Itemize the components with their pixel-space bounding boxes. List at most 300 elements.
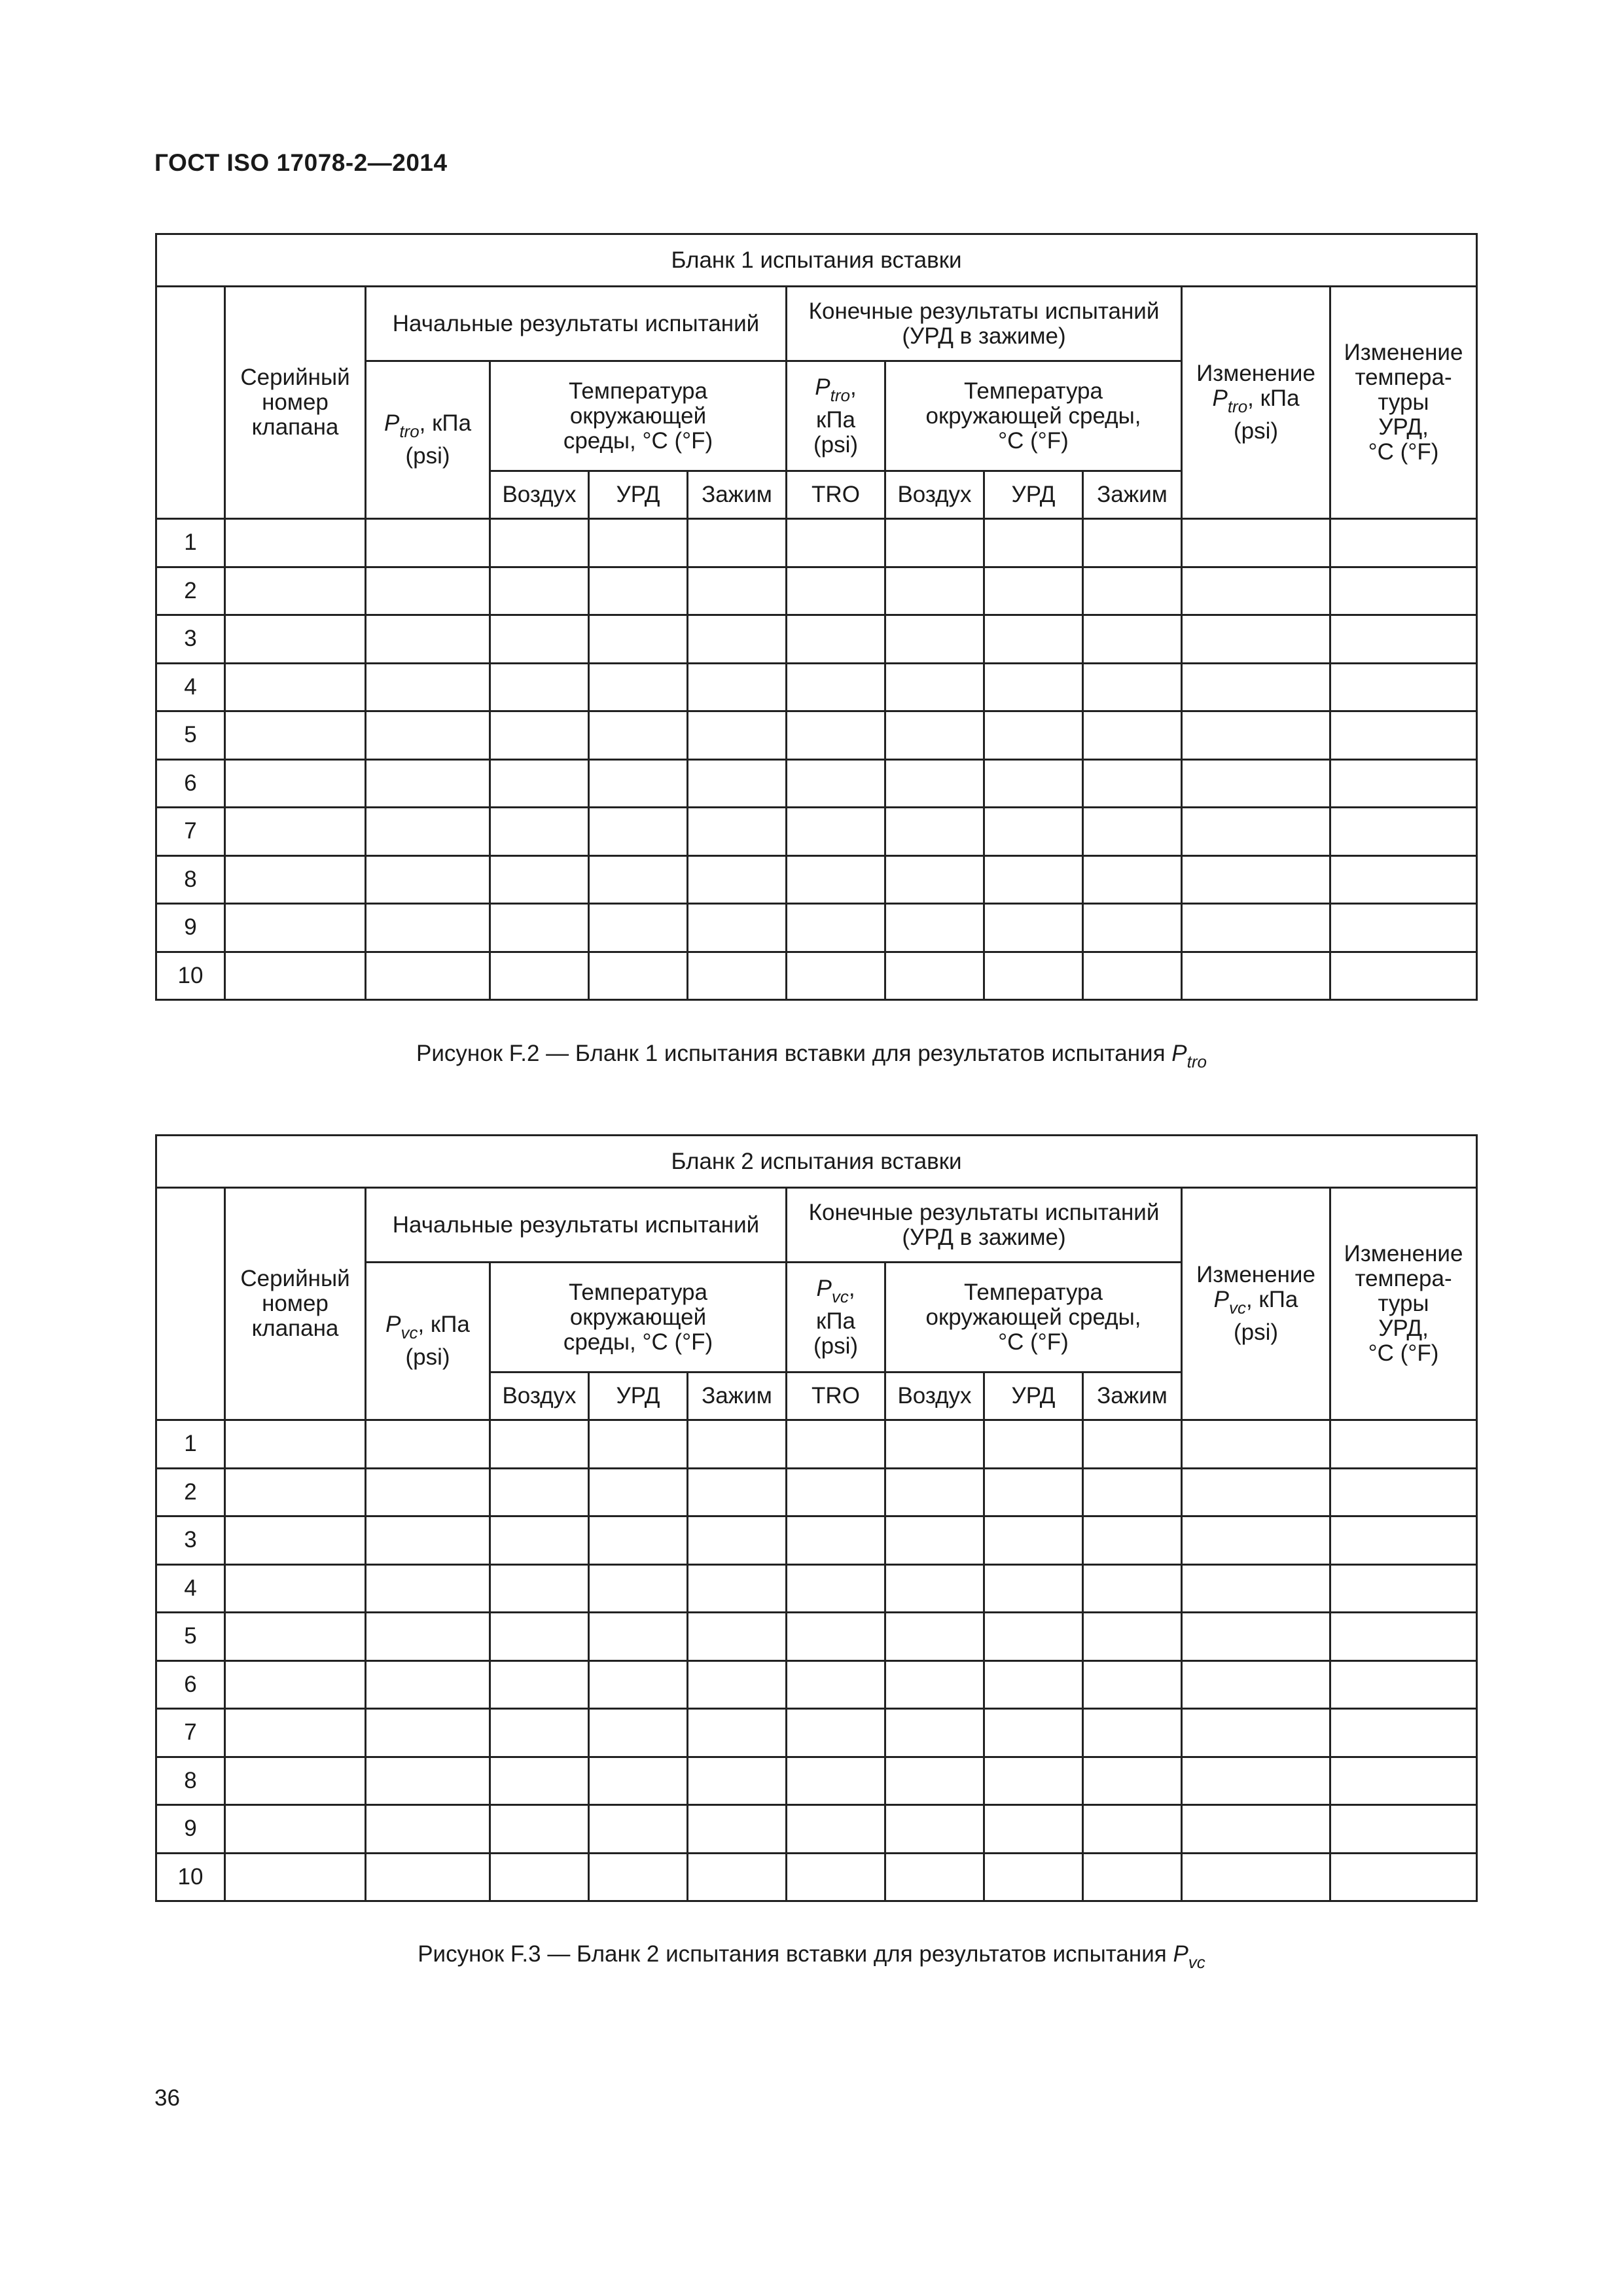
empty-entry-cell[interactable] bbox=[589, 1516, 688, 1565]
empty-entry-cell[interactable] bbox=[1083, 1613, 1182, 1661]
empty-entry-cell[interactable] bbox=[225, 808, 366, 856]
table-row bbox=[156, 904, 1477, 952]
empty-entry-cell[interactable] bbox=[1330, 855, 1477, 904]
empty-entry-cell[interactable] bbox=[589, 615, 688, 664]
empty-entry-cell[interactable] bbox=[1330, 1516, 1477, 1565]
document-header: ГОСТ ISO 17078-2—2014 bbox=[154, 149, 448, 176]
pressure-unit-psi: (psi) bbox=[1233, 1319, 1279, 1345]
empty-entry-cell[interactable] bbox=[366, 1709, 490, 1757]
empty-entry-cell[interactable] bbox=[1083, 711, 1182, 760]
empty-entry-cell[interactable] bbox=[1330, 808, 1477, 856]
empty-entry-cell[interactable] bbox=[984, 519, 1083, 567]
pressure-change-header bbox=[1182, 1188, 1330, 1420]
empty-entry-cell[interactable] bbox=[366, 1420, 490, 1469]
empty-entry-cell[interactable] bbox=[885, 1516, 984, 1565]
table-row bbox=[156, 952, 1477, 1000]
empty-entry-cell[interactable] bbox=[1182, 904, 1330, 952]
empty-entry-cell[interactable] bbox=[1182, 1660, 1330, 1709]
empty-entry-cell[interactable] bbox=[1330, 663, 1477, 711]
empty-entry-cell[interactable] bbox=[366, 663, 490, 711]
table-row bbox=[156, 1420, 1477, 1469]
empty-entry-cell[interactable] bbox=[589, 759, 688, 808]
empty-entry-cell[interactable] bbox=[787, 1516, 885, 1565]
empty-entry-cell[interactable] bbox=[490, 952, 589, 1000]
empty-entry-cell[interactable] bbox=[688, 1613, 787, 1661]
empty-entry-cell[interactable] bbox=[787, 519, 885, 567]
empty-entry-cell[interactable] bbox=[885, 1805, 984, 1854]
empty-entry-cell[interactable] bbox=[688, 1853, 787, 1901]
pressure-unit: , кПа bbox=[419, 410, 472, 436]
empty-entry-cell[interactable] bbox=[984, 615, 1083, 664]
pressure-change-label: Изменение bbox=[1196, 1262, 1315, 1287]
empty-entry-cell[interactable] bbox=[1330, 952, 1477, 1000]
empty-entry-cell[interactable] bbox=[1182, 1420, 1330, 1469]
empty-entry-cell[interactable] bbox=[688, 1564, 787, 1613]
empty-entry-cell[interactable] bbox=[885, 904, 984, 952]
empty-entry-cell[interactable] bbox=[490, 615, 589, 664]
empty-entry-cell[interactable] bbox=[589, 1420, 688, 1469]
empty-entry-cell[interactable] bbox=[225, 1613, 366, 1661]
empty-entry-cell[interactable] bbox=[1182, 615, 1330, 664]
empty-entry-cell[interactable] bbox=[1083, 1468, 1182, 1516]
empty-entry-cell[interactable] bbox=[1083, 1757, 1182, 1805]
empty-entry-cell[interactable] bbox=[1182, 1805, 1330, 1854]
caption-symbol: P bbox=[1173, 1941, 1188, 1967]
empty-entry-cell[interactable] bbox=[1330, 759, 1477, 808]
table-row bbox=[156, 711, 1477, 760]
final-urd-header: УРД bbox=[984, 471, 1083, 519]
empty-entry-cell[interactable] bbox=[225, 904, 366, 952]
empty-entry-cell[interactable] bbox=[688, 663, 787, 711]
pressure-subscript: vc bbox=[401, 1323, 418, 1342]
empty-entry-cell[interactable] bbox=[589, 1757, 688, 1805]
empty-entry-cell[interactable] bbox=[1083, 855, 1182, 904]
empty-entry-cell[interactable] bbox=[688, 759, 787, 808]
empty-entry-cell[interactable] bbox=[787, 615, 885, 664]
empty-entry-cell[interactable] bbox=[1182, 952, 1330, 1000]
initial-pressure-header bbox=[366, 361, 490, 519]
empty-entry-cell[interactable] bbox=[688, 1709, 787, 1757]
empty-entry-cell[interactable] bbox=[984, 1757, 1083, 1805]
row-number-header bbox=[156, 1188, 225, 1420]
empty-entry-cell[interactable] bbox=[885, 808, 984, 856]
table-title: Бланк 1 испытания вставки bbox=[156, 234, 1477, 287]
final-temperature-header: Температура окружающей среды, °С (°F) bbox=[885, 361, 1182, 471]
empty-entry-cell[interactable] bbox=[787, 1613, 885, 1661]
empty-entry-cell[interactable] bbox=[885, 1757, 984, 1805]
empty-entry-cell[interactable] bbox=[589, 904, 688, 952]
initial-clamp-header: Зажим bbox=[688, 1372, 787, 1420]
empty-entry-cell[interactable] bbox=[366, 759, 490, 808]
empty-entry-cell[interactable] bbox=[1182, 1709, 1330, 1757]
empty-entry-cell[interactable] bbox=[366, 1805, 490, 1854]
pressure-unit-psi: (psi) bbox=[405, 443, 450, 469]
table-row bbox=[156, 1468, 1477, 1516]
pressure-symbol: P bbox=[1212, 386, 1228, 411]
empty-entry-cell[interactable] bbox=[1182, 663, 1330, 711]
row-number: 9 bbox=[156, 1805, 225, 1854]
empty-entry-cell[interactable] bbox=[366, 1613, 490, 1661]
serial-number-header: Серийный номер клапана bbox=[225, 287, 366, 519]
empty-entry-cell[interactable] bbox=[225, 615, 366, 664]
empty-entry-cell[interactable] bbox=[885, 1660, 984, 1709]
empty-entry-cell[interactable] bbox=[490, 1516, 589, 1565]
empty-entry-cell[interactable] bbox=[688, 1660, 787, 1709]
initial-clamp-header: Зажим bbox=[688, 471, 787, 519]
row-number: 1 bbox=[156, 1420, 225, 1469]
empty-entry-cell[interactable] bbox=[490, 567, 589, 615]
empty-entry-cell[interactable] bbox=[1083, 1709, 1182, 1757]
empty-entry-cell[interactable] bbox=[225, 1516, 366, 1565]
empty-entry-cell[interactable] bbox=[688, 519, 787, 567]
empty-entry-cell[interactable] bbox=[1182, 1853, 1330, 1901]
empty-entry-cell[interactable] bbox=[1182, 759, 1330, 808]
empty-entry-cell[interactable] bbox=[787, 855, 885, 904]
empty-entry-cell[interactable] bbox=[1330, 1420, 1477, 1469]
empty-entry-cell[interactable] bbox=[490, 663, 589, 711]
empty-entry-cell[interactable] bbox=[1083, 1564, 1182, 1613]
table-row bbox=[156, 1853, 1477, 1901]
empty-entry-cell[interactable] bbox=[1083, 1805, 1182, 1854]
empty-entry-cell[interactable] bbox=[589, 1613, 688, 1661]
empty-entry-cell[interactable] bbox=[490, 519, 589, 567]
empty-entry-cell[interactable] bbox=[589, 1468, 688, 1516]
empty-entry-cell[interactable] bbox=[885, 1420, 984, 1469]
empty-entry-cell[interactable] bbox=[1182, 711, 1330, 760]
empty-entry-cell[interactable] bbox=[984, 1709, 1083, 1757]
empty-entry-cell[interactable] bbox=[366, 1757, 490, 1805]
empty-entry-cell[interactable] bbox=[1330, 904, 1477, 952]
empty-entry-cell[interactable] bbox=[589, 1805, 688, 1854]
empty-entry-cell[interactable] bbox=[885, 567, 984, 615]
empty-entry-cell[interactable] bbox=[1330, 1564, 1477, 1613]
pressure-change-label: Изменение bbox=[1196, 361, 1315, 386]
empty-entry-cell[interactable] bbox=[225, 567, 366, 615]
empty-entry-cell[interactable] bbox=[1182, 567, 1330, 615]
empty-entry-cell[interactable] bbox=[1083, 519, 1182, 567]
table-row bbox=[156, 808, 1477, 856]
empty-entry-cell[interactable] bbox=[984, 1420, 1083, 1469]
empty-entry-cell[interactable] bbox=[1182, 1757, 1330, 1805]
empty-entry-cell[interactable] bbox=[688, 615, 787, 664]
empty-entry-cell[interactable] bbox=[885, 1468, 984, 1516]
row-number: 7 bbox=[156, 808, 225, 856]
empty-entry-cell[interactable] bbox=[1182, 1468, 1330, 1516]
row-number: 6 bbox=[156, 759, 225, 808]
empty-entry-cell[interactable] bbox=[885, 1613, 984, 1661]
empty-entry-cell[interactable] bbox=[787, 1420, 885, 1469]
empty-entry-cell[interactable] bbox=[1330, 1757, 1477, 1805]
table-row bbox=[156, 1757, 1477, 1805]
empty-entry-cell[interactable] bbox=[1083, 567, 1182, 615]
page-number: 36 bbox=[154, 2085, 180, 2111]
pressure-subscript: vc bbox=[831, 1286, 849, 1306]
empty-entry-cell[interactable] bbox=[984, 1805, 1083, 1854]
empty-entry-cell[interactable] bbox=[885, 519, 984, 567]
final-results-header: Конечные результаты испытаний (УРД в зажиме) bbox=[787, 287, 1182, 361]
pressure-subscript: vc bbox=[1228, 1298, 1246, 1318]
empty-entry-cell[interactable] bbox=[1330, 1709, 1477, 1757]
empty-entry-cell[interactable] bbox=[366, 1853, 490, 1901]
empty-entry-cell[interactable] bbox=[688, 855, 787, 904]
empty-entry-cell[interactable] bbox=[1083, 808, 1182, 856]
empty-entry-cell[interactable] bbox=[225, 759, 366, 808]
pressure-unit: , кПа bbox=[1247, 386, 1300, 411]
empty-entry-cell[interactable] bbox=[225, 1709, 366, 1757]
empty-entry-cell[interactable] bbox=[984, 1660, 1083, 1709]
empty-entry-cell[interactable] bbox=[688, 808, 787, 856]
empty-entry-cell[interactable] bbox=[589, 567, 688, 615]
empty-entry-cell[interactable] bbox=[1182, 808, 1330, 856]
empty-entry-cell[interactable] bbox=[885, 952, 984, 1000]
empty-entry-cell[interactable] bbox=[1083, 904, 1182, 952]
empty-entry-cell[interactable] bbox=[225, 1564, 366, 1613]
table-row bbox=[156, 519, 1477, 567]
empty-entry-cell[interactable] bbox=[366, 1660, 490, 1709]
table-row bbox=[156, 663, 1477, 711]
empty-entry-cell[interactable] bbox=[787, 952, 885, 1000]
empty-entry-cell[interactable] bbox=[984, 567, 1083, 615]
empty-entry-cell[interactable] bbox=[366, 1564, 490, 1613]
empty-entry-cell[interactable] bbox=[1083, 1516, 1182, 1565]
empty-entry-cell[interactable] bbox=[688, 904, 787, 952]
empty-entry-cell[interactable] bbox=[1083, 615, 1182, 664]
empty-entry-cell[interactable] bbox=[366, 1468, 490, 1516]
figure-caption-f3 bbox=[0, 1941, 1623, 1973]
empty-entry-cell[interactable] bbox=[885, 615, 984, 664]
pressure-symbol: P bbox=[385, 1312, 401, 1337]
empty-entry-cell[interactable] bbox=[787, 759, 885, 808]
empty-entry-cell[interactable] bbox=[490, 904, 589, 952]
empty-entry-cell[interactable] bbox=[366, 952, 490, 1000]
empty-entry-cell[interactable] bbox=[984, 1516, 1083, 1565]
caption-subscript: tro bbox=[1186, 1052, 1207, 1071]
empty-entry-cell[interactable] bbox=[589, 1660, 688, 1709]
empty-entry-cell[interactable] bbox=[490, 1468, 589, 1516]
pressure-unit: , кПа (psi) bbox=[813, 374, 859, 457]
empty-entry-cell[interactable] bbox=[787, 1468, 885, 1516]
initial-temperature-header: Температура окружающей среды, °С (°F) bbox=[490, 1263, 787, 1372]
caption-subscript: vc bbox=[1188, 1952, 1205, 1972]
empty-entry-cell[interactable] bbox=[490, 1853, 589, 1901]
empty-entry-cell[interactable] bbox=[225, 855, 366, 904]
empty-entry-cell[interactable] bbox=[1330, 711, 1477, 760]
empty-entry-cell[interactable] bbox=[984, 663, 1083, 711]
empty-entry-cell[interactable] bbox=[225, 1468, 366, 1516]
empty-entry-cell[interactable] bbox=[366, 615, 490, 664]
empty-entry-cell[interactable] bbox=[787, 1660, 885, 1709]
empty-entry-cell[interactable] bbox=[984, 1468, 1083, 1516]
empty-entry-cell[interactable] bbox=[1182, 1516, 1330, 1565]
empty-entry-cell[interactable] bbox=[984, 711, 1083, 760]
empty-entry-cell[interactable] bbox=[1182, 519, 1330, 567]
final-air-header: Воздух bbox=[885, 1372, 984, 1420]
empty-entry-cell[interactable] bbox=[885, 1853, 984, 1901]
initial-results-header: Начальные результаты испытаний bbox=[366, 1188, 787, 1263]
empty-entry-cell[interactable] bbox=[787, 711, 885, 760]
caption-text: Рисунок F.2 — Бланк 1 испытания вставки для результатов испытания bbox=[416, 1041, 1172, 1066]
empty-entry-cell[interactable] bbox=[225, 663, 366, 711]
row-number: 10 bbox=[156, 1853, 225, 1901]
empty-entry-cell[interactable] bbox=[787, 1564, 885, 1613]
empty-entry-cell[interactable] bbox=[1083, 759, 1182, 808]
initial-temperature-header: Температура окружающей среды, °С (°F) bbox=[490, 361, 787, 471]
empty-entry-cell[interactable] bbox=[885, 855, 984, 904]
empty-entry-cell[interactable] bbox=[490, 1757, 589, 1805]
empty-entry-cell[interactable] bbox=[885, 759, 984, 808]
row-number: 9 bbox=[156, 904, 225, 952]
empty-entry-cell[interactable] bbox=[787, 1853, 885, 1901]
empty-entry-cell[interactable] bbox=[1330, 615, 1477, 664]
empty-entry-cell[interactable] bbox=[1083, 1853, 1182, 1901]
empty-entry-cell[interactable] bbox=[787, 1757, 885, 1805]
pressure-change-header bbox=[1182, 287, 1330, 519]
empty-entry-cell[interactable] bbox=[688, 711, 787, 760]
empty-entry-cell[interactable] bbox=[787, 663, 885, 711]
empty-entry-cell[interactable] bbox=[225, 1805, 366, 1854]
temperature-change-header: Изменение темпера- туры УРД, °С (°F) bbox=[1330, 1188, 1477, 1420]
empty-entry-cell[interactable] bbox=[1330, 567, 1477, 615]
empty-entry-cell[interactable] bbox=[225, 519, 366, 567]
empty-entry-cell[interactable] bbox=[1182, 1613, 1330, 1661]
empty-entry-cell[interactable] bbox=[589, 663, 688, 711]
row-number: 2 bbox=[156, 567, 225, 615]
final-tro-header: TRO bbox=[787, 1372, 885, 1420]
empty-entry-cell[interactable] bbox=[589, 952, 688, 1000]
empty-entry-cell[interactable] bbox=[984, 855, 1083, 904]
pressure-symbol: P bbox=[383, 410, 400, 436]
empty-entry-cell[interactable] bbox=[984, 1853, 1083, 1901]
empty-entry-cell[interactable] bbox=[1330, 1613, 1477, 1661]
empty-entry-cell[interactable] bbox=[366, 519, 490, 567]
empty-entry-cell[interactable] bbox=[787, 904, 885, 952]
empty-entry-cell[interactable] bbox=[366, 855, 490, 904]
empty-entry-cell[interactable] bbox=[787, 567, 885, 615]
empty-entry-cell[interactable] bbox=[885, 663, 984, 711]
empty-entry-cell[interactable] bbox=[885, 1564, 984, 1613]
empty-entry-cell[interactable] bbox=[984, 904, 1083, 952]
final-tro-header: TRO bbox=[787, 471, 885, 519]
empty-entry-cell[interactable] bbox=[1083, 1420, 1182, 1469]
empty-entry-cell[interactable] bbox=[589, 1709, 688, 1757]
row-number: 4 bbox=[156, 663, 225, 711]
empty-entry-cell[interactable] bbox=[1083, 1660, 1182, 1709]
empty-entry-cell[interactable] bbox=[225, 711, 366, 760]
final-air-header: Воздух bbox=[885, 471, 984, 519]
empty-entry-cell[interactable] bbox=[688, 1468, 787, 1516]
empty-entry-cell[interactable] bbox=[984, 1613, 1083, 1661]
empty-entry-cell[interactable] bbox=[589, 1853, 688, 1901]
empty-entry-cell[interactable] bbox=[490, 711, 589, 760]
empty-entry-cell[interactable] bbox=[490, 1709, 589, 1757]
empty-entry-cell[interactable] bbox=[688, 952, 787, 1000]
empty-entry-cell[interactable] bbox=[490, 1660, 589, 1709]
empty-entry-cell[interactable] bbox=[366, 1516, 490, 1565]
initial-urd-header: УРД bbox=[589, 471, 688, 519]
empty-entry-cell[interactable] bbox=[787, 1805, 885, 1854]
empty-entry-cell[interactable] bbox=[885, 711, 984, 760]
empty-entry-cell[interactable] bbox=[984, 1564, 1083, 1613]
empty-entry-cell[interactable] bbox=[984, 808, 1083, 856]
empty-entry-cell[interactable] bbox=[589, 519, 688, 567]
row-number: 10 bbox=[156, 952, 225, 1000]
empty-entry-cell[interactable] bbox=[366, 904, 490, 952]
empty-entry-cell[interactable] bbox=[688, 567, 787, 615]
empty-entry-cell[interactable] bbox=[1182, 1564, 1330, 1613]
empty-entry-cell[interactable] bbox=[688, 1757, 787, 1805]
row-number: 3 bbox=[156, 1516, 225, 1565]
empty-entry-cell[interactable] bbox=[688, 1420, 787, 1469]
empty-entry-cell[interactable] bbox=[490, 808, 589, 856]
caption-text: Рисунок F.3 — Бланк 2 испытания вставки для результатов испытания bbox=[418, 1941, 1173, 1967]
empty-entry-cell[interactable] bbox=[688, 1805, 787, 1854]
pressure-subscript: tro bbox=[1227, 397, 1248, 416]
empty-entry-cell[interactable] bbox=[366, 808, 490, 856]
empty-entry-cell[interactable] bbox=[885, 1709, 984, 1757]
empty-entry-cell[interactable] bbox=[1330, 519, 1477, 567]
empty-entry-cell[interactable] bbox=[589, 711, 688, 760]
pressure-unit: , кПа bbox=[1245, 1287, 1298, 1312]
empty-entry-cell[interactable] bbox=[225, 1757, 366, 1805]
empty-entry-cell[interactable] bbox=[1083, 663, 1182, 711]
empty-entry-cell[interactable] bbox=[225, 1660, 366, 1709]
empty-entry-cell[interactable] bbox=[787, 808, 885, 856]
table-row bbox=[156, 1805, 1477, 1854]
empty-entry-cell[interactable] bbox=[787, 1709, 885, 1757]
table-body bbox=[156, 1420, 1477, 1901]
temperature-change-header: Изменение темпера- туры УРД, °С (°F) bbox=[1330, 287, 1477, 519]
empty-entry-cell[interactable] bbox=[589, 1564, 688, 1613]
empty-entry-cell[interactable] bbox=[589, 855, 688, 904]
final-temperature-header: Температура окружающей среды, °С (°F) bbox=[885, 1263, 1182, 1372]
empty-entry-cell[interactable] bbox=[984, 759, 1083, 808]
empty-entry-cell[interactable] bbox=[1330, 1805, 1477, 1854]
empty-entry-cell[interactable] bbox=[1330, 1468, 1477, 1516]
pressure-symbol: P bbox=[815, 374, 830, 400]
pressure-unit: , кПа (psi) bbox=[813, 1275, 859, 1359]
test-form-table-2 bbox=[155, 1134, 1478, 1902]
empty-entry-cell[interactable] bbox=[984, 952, 1083, 1000]
empty-entry-cell[interactable] bbox=[1083, 952, 1182, 1000]
empty-entry-cell[interactable] bbox=[589, 808, 688, 856]
table-row bbox=[156, 567, 1477, 615]
empty-entry-cell[interactable] bbox=[1330, 1660, 1477, 1709]
pressure-unit-psi: (psi) bbox=[405, 1344, 450, 1370]
table-row bbox=[156, 1516, 1477, 1565]
empty-entry-cell[interactable] bbox=[490, 855, 589, 904]
empty-entry-cell[interactable] bbox=[366, 567, 490, 615]
empty-entry-cell[interactable] bbox=[490, 1420, 589, 1469]
empty-entry-cell[interactable] bbox=[490, 1805, 589, 1854]
pressure-subscript: tro bbox=[399, 422, 419, 441]
table-row bbox=[156, 759, 1477, 808]
empty-entry-cell[interactable] bbox=[1182, 855, 1330, 904]
empty-entry-cell[interactable] bbox=[225, 952, 366, 1000]
row-number: 7 bbox=[156, 1709, 225, 1757]
empty-entry-cell[interactable] bbox=[490, 759, 589, 808]
table-row bbox=[156, 1660, 1477, 1709]
final-pressure-header bbox=[787, 1263, 885, 1372]
empty-entry-cell[interactable] bbox=[225, 1420, 366, 1469]
empty-entry-cell[interactable] bbox=[490, 1564, 589, 1613]
empty-entry-cell[interactable] bbox=[225, 1853, 366, 1901]
empty-entry-cell[interactable] bbox=[366, 711, 490, 760]
pressure-symbol: P bbox=[816, 1275, 832, 1301]
empty-entry-cell[interactable] bbox=[688, 1516, 787, 1565]
empty-entry-cell[interactable] bbox=[490, 1613, 589, 1661]
row-number: 5 bbox=[156, 1613, 225, 1661]
empty-entry-cell[interactable] bbox=[1330, 1853, 1477, 1901]
